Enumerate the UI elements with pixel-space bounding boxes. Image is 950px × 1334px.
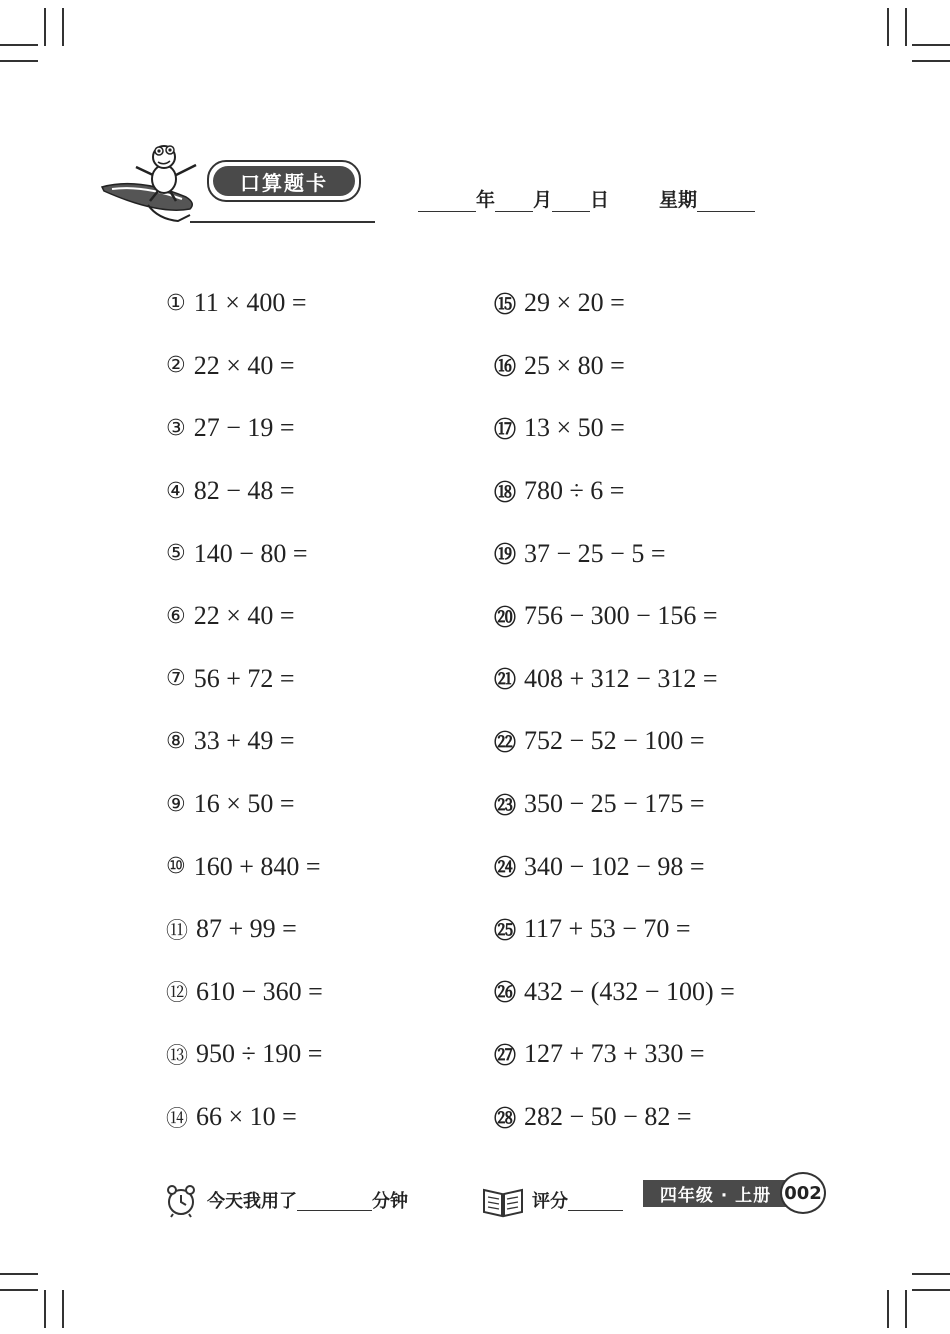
problem-row: [494, 522, 735, 585]
time-suffix: 分钟: [372, 1191, 408, 1212]
problem-number: ⑳: [494, 605, 517, 631]
problem-expression: 29 × 20 =: [524, 288, 625, 318]
problem-number: ⑮: [494, 292, 517, 318]
crop-mark: [912, 60, 950, 62]
crop-mark: [0, 44, 38, 46]
minutes-blank[interactable]: [297, 1190, 372, 1211]
crop-mark: [912, 44, 950, 46]
problem-row: [166, 397, 323, 460]
problem-expression: 140 − 80 =: [193, 538, 308, 568]
crop-mark: [44, 1290, 46, 1328]
problem-row: [166, 710, 323, 773]
problem-expression: 408 + 312 − 312 =: [524, 663, 718, 693]
problem-row: [494, 272, 735, 335]
problem-row: [494, 397, 735, 460]
score-label: 评分: [532, 1191, 568, 1212]
problem-number: ⑥: [166, 603, 186, 629]
problem-row: [166, 961, 323, 1024]
problem-list-right: [494, 272, 735, 1148]
crop-mark: [905, 1290, 907, 1328]
day-blank[interactable]: [552, 189, 590, 212]
problem-expression: 610 − 360 =: [196, 976, 323, 1006]
problem-expression: 33 + 49 =: [193, 726, 295, 756]
problem-row: [166, 1023, 323, 1086]
score: [480, 1180, 623, 1220]
problem-number: ㉓: [494, 793, 517, 819]
problem-row: [166, 272, 323, 335]
problem-expression: 127 + 73 + 330 =: [524, 1039, 705, 1069]
title-pill: [207, 160, 361, 202]
problem-expression: 22 × 40 =: [193, 350, 295, 380]
problem-row: [166, 460, 323, 523]
problem-number: ⑩: [166, 854, 186, 880]
crop-mark: [887, 1290, 889, 1328]
problem-expression: 66 × 10 =: [196, 1102, 297, 1132]
problem-expression: 282 − 50 − 82 =: [524, 1102, 692, 1132]
problem-row: [494, 961, 735, 1024]
problem-number: ⑱: [494, 480, 517, 506]
problem-number: ⑫: [166, 981, 189, 1007]
problem-number: ㉒: [494, 730, 517, 756]
problem-number: ②: [166, 353, 186, 379]
crop-mark: [62, 8, 64, 46]
page-number: 002: [780, 1172, 826, 1214]
problem-expression: 13 × 50 =: [524, 413, 625, 443]
problem-expression: 37 − 25 − 5 =: [524, 538, 666, 568]
problem-expression: 160 + 840 =: [193, 851, 321, 881]
problem-number: ⑭: [166, 1106, 189, 1132]
problem-row: [494, 585, 735, 648]
problem-row: [494, 335, 735, 398]
problem-expression: 82 − 48 =: [193, 476, 295, 506]
problem-expression: 11 × 400 =: [193, 288, 307, 318]
problem-number: ㉔: [494, 856, 517, 882]
problem-expression: 22 × 40 =: [193, 601, 295, 631]
score-blank[interactable]: [568, 1190, 623, 1211]
problem-number: ①: [166, 290, 186, 316]
problem-number: ㉕: [494, 918, 517, 944]
weekday-blank[interactable]: [697, 189, 755, 212]
problem-number: ③: [166, 415, 186, 441]
problem-expression: 27 − 19 =: [193, 413, 295, 443]
problem-row: [494, 460, 735, 523]
problem-expression: 432 − (432 − 100) =: [524, 976, 735, 1006]
crop-mark: [912, 1289, 950, 1291]
problem-expression: 752 − 52 − 100 =: [524, 726, 705, 756]
problem-row: [494, 648, 735, 711]
problem-number: ㉑: [494, 668, 517, 694]
problem-expression: 56 + 72 =: [193, 663, 295, 693]
problem-expression: 950 ÷ 190 =: [196, 1039, 323, 1069]
title-underline: [190, 221, 375, 223]
weekday-label: 星期: [659, 189, 698, 211]
crop-mark: [912, 1273, 950, 1275]
problem-expression: 117 + 53 − 70 =: [524, 914, 691, 944]
problem-number: ⑧: [166, 728, 186, 754]
problem-row: [166, 1086, 323, 1149]
year-label: 年: [476, 189, 496, 211]
book-icon: [480, 1182, 526, 1218]
problem-row: [494, 1023, 735, 1086]
month-label: 月: [533, 189, 553, 211]
problem-number: ⑬: [166, 1043, 189, 1069]
date-fields: [418, 182, 755, 212]
crop-mark: [0, 60, 38, 62]
month-blank[interactable]: [495, 189, 533, 212]
problem-row: [494, 773, 735, 836]
problem-row: [166, 585, 323, 648]
year-blank[interactable]: [418, 189, 476, 212]
problem-row: [166, 898, 323, 961]
crop-mark: [62, 1290, 64, 1328]
problem-expression: 16 × 50 =: [193, 789, 295, 819]
problem-number: ㉘: [494, 1106, 517, 1132]
problem-number: ⑨: [166, 791, 186, 817]
day-label: 日: [590, 189, 610, 211]
problem-expression: 25 × 80 =: [524, 350, 625, 380]
problem-number: ⑯: [494, 355, 517, 381]
problem-number: ⑰: [494, 417, 517, 443]
problem-row: [166, 335, 323, 398]
page-title: 口算题卡: [213, 166, 355, 196]
problem-number: ⑤: [166, 541, 186, 567]
problem-row: [494, 1086, 735, 1149]
problem-number: ⑦: [166, 666, 186, 692]
problem-row: [494, 835, 735, 898]
problem-list-left: [166, 272, 323, 1148]
grade-label: 四年级 · 上册: [643, 1180, 788, 1207]
problem-row: [166, 522, 323, 585]
problem-expression: 350 − 25 − 175 =: [524, 789, 705, 819]
crop-mark: [0, 1289, 38, 1291]
problem-expression: 87 + 99 =: [196, 914, 297, 944]
problem-number: ㉗: [494, 1043, 517, 1069]
problem-expression: 756 − 300 − 156 =: [524, 601, 718, 631]
problem-number: ㉖: [494, 981, 517, 1007]
time-prefix: 今天我用了: [207, 1191, 297, 1212]
problem-row: [494, 710, 735, 773]
crop-mark: [0, 1273, 38, 1275]
problem-number: ⑪: [166, 918, 189, 944]
alarm-clock-icon: [163, 1182, 199, 1218]
surfing-frog-icon: [98, 135, 208, 230]
problem-expression: 340 − 102 − 98 =: [524, 851, 705, 881]
problem-expression: 780 ÷ 6 =: [524, 476, 625, 506]
crop-mark: [905, 8, 907, 46]
crop-mark: [44, 8, 46, 46]
problem-row: [494, 898, 735, 961]
crop-mark: [887, 8, 889, 46]
time-used: [163, 1180, 408, 1220]
problem-number: ⑲: [494, 543, 517, 569]
problem-row: [166, 648, 323, 711]
problem-row: [166, 773, 323, 836]
problem-row: [166, 835, 323, 898]
problem-number: ④: [166, 478, 186, 504]
